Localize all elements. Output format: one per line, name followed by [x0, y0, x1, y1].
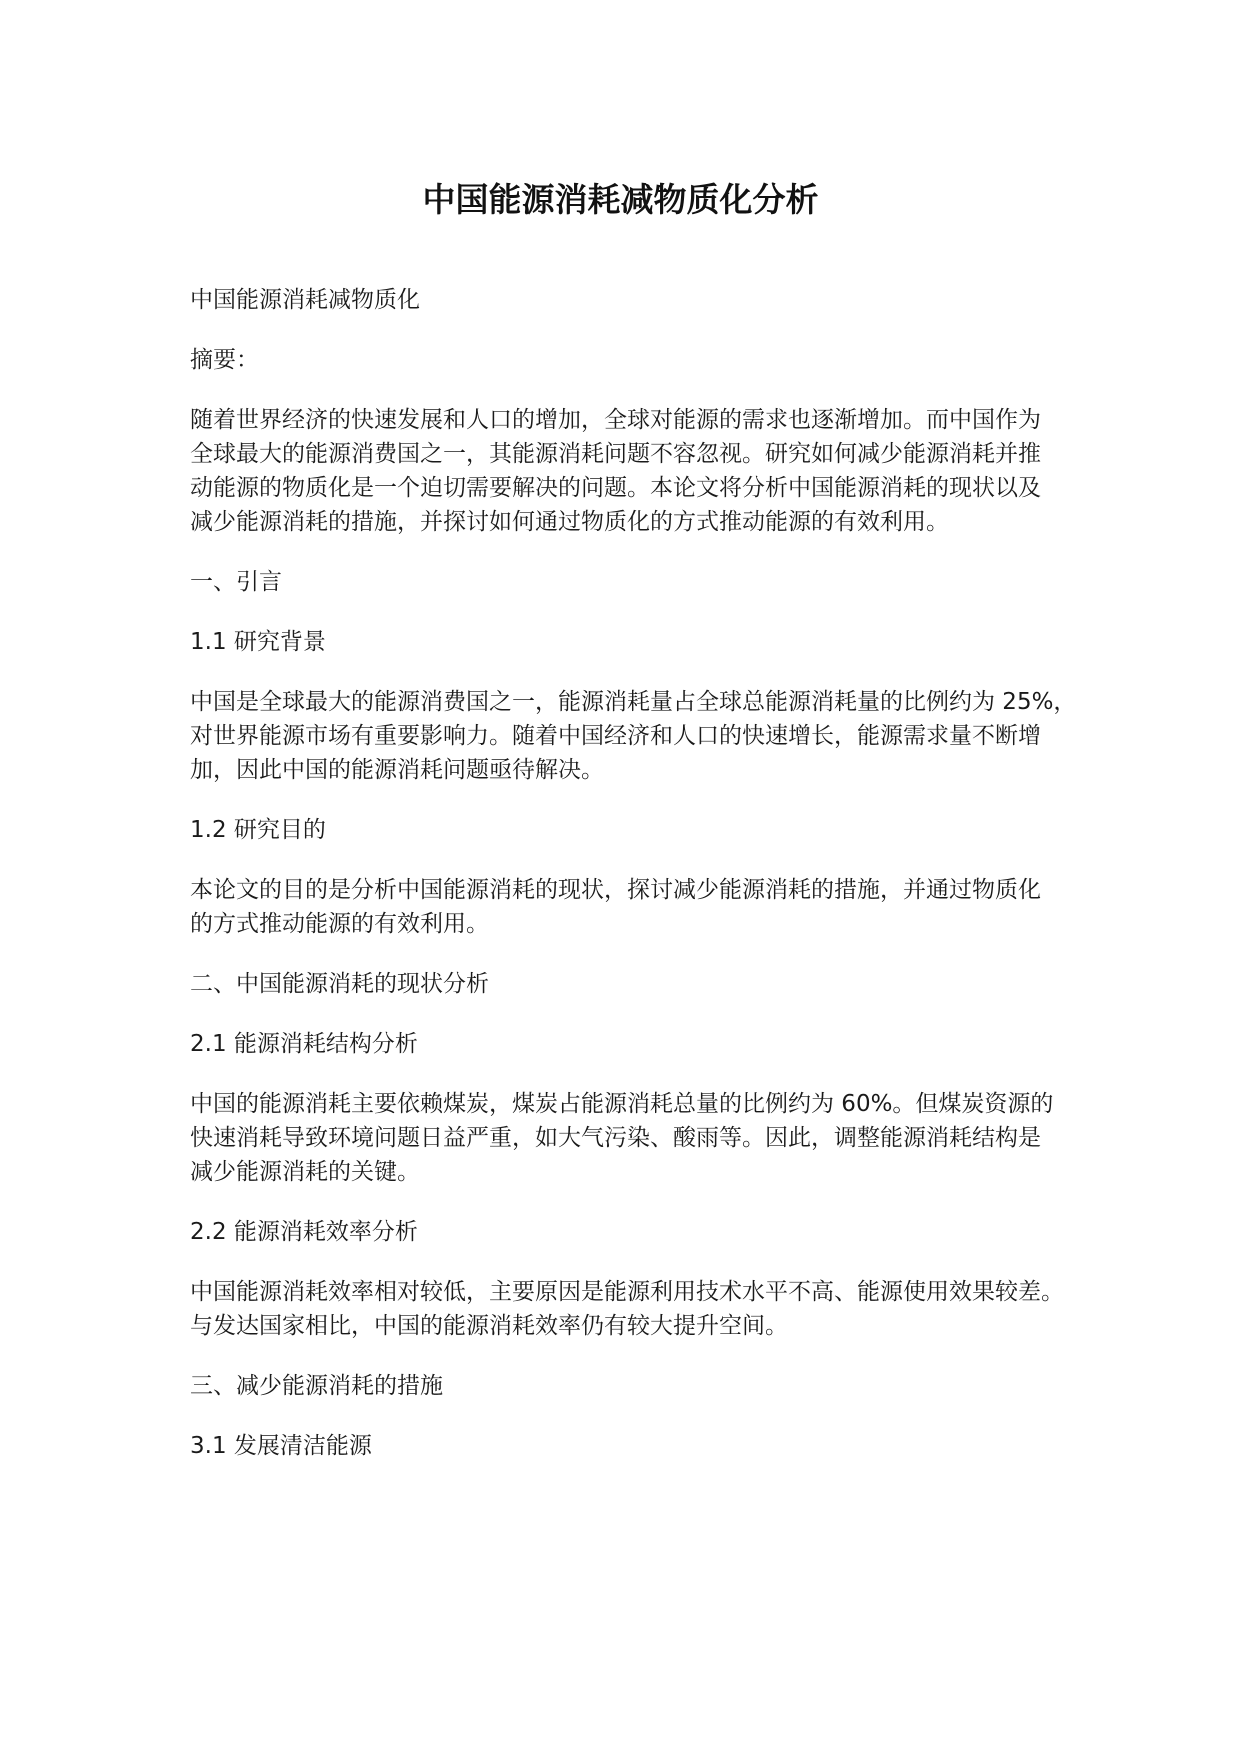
background-paragraph	[190, 685, 1090, 787]
section-heading-measures: 三、减少能源消耗的措施	[190, 1373, 443, 1399]
abstract-paragraph	[190, 403, 1090, 539]
subsection-heading-purpose: 1.2 研究目的	[190, 817, 326, 843]
section-heading-introduction: 一、引言	[190, 569, 282, 595]
document-title: 中国能源消耗减物质化分析	[422, 180, 819, 219]
section-heading-current-status: 二、中国能源消耗的现状分析	[190, 971, 489, 997]
text-line: 的方式推动能源的有效利用。	[190, 911, 489, 937]
text-line: 快速消耗导致环境问题日益严重，如大气污染、酸雨等。因此，调整能源消耗结构是	[190, 1125, 1041, 1151]
text-line: 减少能源消耗的措施，并探讨如何通过物质化的方式推动能源的有效利用。	[190, 509, 949, 535]
document-body	[190, 283, 1090, 1489]
text-line: 本论文的目的是分析中国能源消耗的现状，探讨减少能源消耗的措施，并通过物质化	[190, 877, 1041, 903]
text-line: 动能源的物质化是一个迫切需要解决的问题。本论文将分析中国能源消耗的现状以及	[190, 475, 1041, 501]
text-line: 中国的能源消耗主要依赖煤炭，煤炭占能源消耗总量的比例约为 60%。但煤炭资源的	[190, 1091, 1054, 1117]
document-subtitle: 中国能源消耗减物质化	[190, 287, 420, 313]
text-line: 全球最大的能源消费国之一，其能源消耗问题不容忽视。研究如何减少能源消耗并推	[190, 441, 1041, 467]
purpose-paragraph	[190, 873, 1090, 941]
efficiency-paragraph	[190, 1275, 1090, 1343]
text-line: 减少能源消耗的关键。	[190, 1159, 420, 1185]
subsection-heading-clean-energy: 3.1 发展清洁能源	[190, 1433, 372, 1459]
subsection-heading-background: 1.1 研究背景	[190, 629, 326, 655]
text-line: 中国是全球最大的能源消费国之一，能源消耗量占全球总能源消耗量的比例约为 25%，	[190, 689, 1077, 715]
subsection-heading-efficiency: 2.2 能源消耗效率分析	[190, 1219, 418, 1245]
structure-paragraph	[190, 1087, 1090, 1189]
subsection-heading-structure: 2.1 能源消耗结构分析	[190, 1031, 418, 1057]
text-line: 随着世界经济的快速发展和人口的增加，全球对能源的需求也逐渐增加。而中国作为	[190, 407, 1041, 433]
abstract-label: 摘要：	[190, 347, 259, 373]
text-line: 加，因此中国的能源消耗问题亟待解决。	[190, 757, 604, 783]
text-line: 中国能源消耗效率相对较低，主要原因是能源利用技术水平不高、能源使用效果较差。	[190, 1279, 1064, 1305]
text-line: 与发达国家相比，中国的能源消耗效率仍有较大提升空间。	[190, 1313, 788, 1339]
text-line: 对世界能源市场有重要影响力。随着中国经济和人口的快速增长，能源需求量不断增	[190, 723, 1041, 749]
